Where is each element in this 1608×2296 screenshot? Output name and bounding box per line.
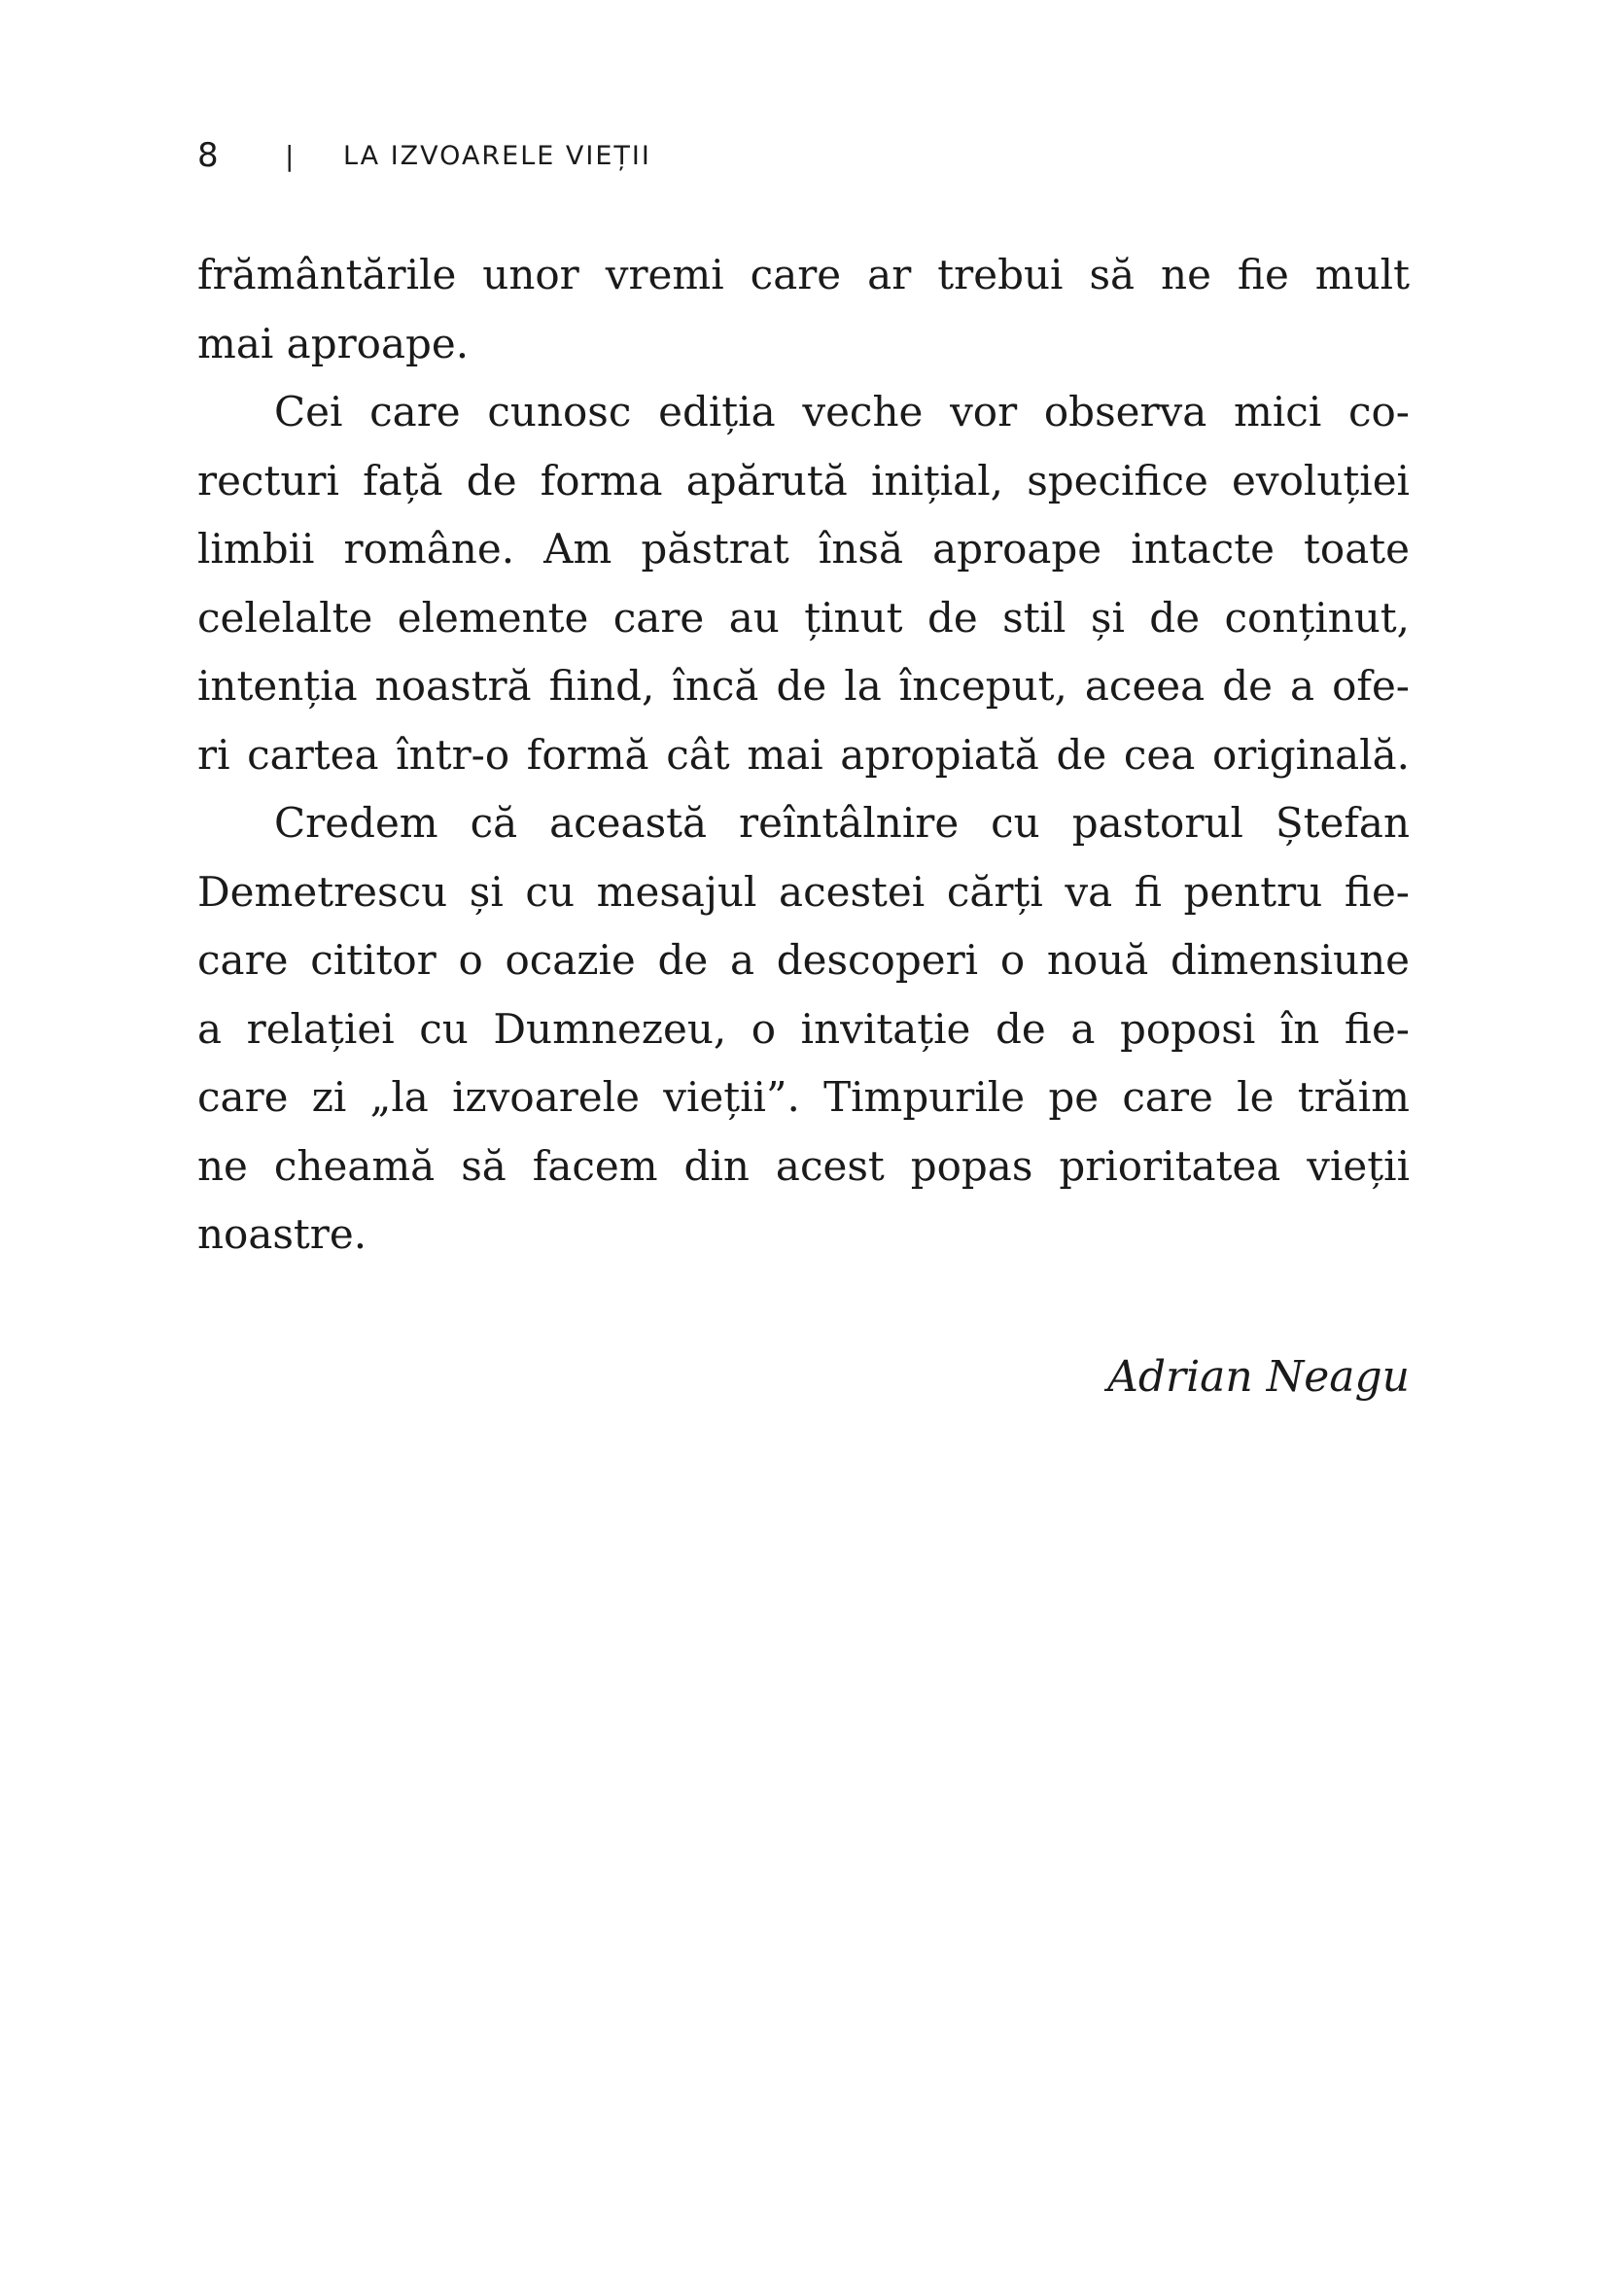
text-line: limbii române. Am păstrat însă aproape intacte toate — [197, 525, 1410, 573]
text-line: care cititor o ocazie de a descoperi o nouă dimensiune — [197, 936, 1410, 984]
text-line: intenția noastră fiind, încă de la început, aceea de a ofe- — [197, 662, 1410, 710]
text-line: Demetrescu și cu mesajul acestei cărți va fi pentru fie- — [197, 867, 1410, 916]
text-line: care zi „la izvoarele vieții”. Timpurile pe care le trăim — [197, 1073, 1410, 1121]
running-header — [197, 132, 651, 179]
text-line: mai aproape. — [197, 319, 470, 367]
text-line: recturi față de forma apărută inițial, specifice evoluției — [197, 456, 1410, 504]
text-line: noastre. — [197, 1210, 367, 1258]
page-number: 8 — [197, 136, 219, 175]
text-line: Credem că această reîntâlnire cu pastorul Ștefan — [274, 799, 1410, 847]
text-line: a relației cu Dumnezeu, o invitație de a poposi în fie- — [197, 1004, 1410, 1053]
author-signature: Adrian Neagu — [1107, 1352, 1410, 1402]
body-text — [197, 241, 1410, 1270]
running-title: LA IZVOARELE VIEȚII — [343, 140, 651, 171]
text-line: frământările unor vremi care ar trebui să ne fie mult — [197, 251, 1410, 298]
text-line: celelalte elemente care au ținut de stil și de conținut, — [197, 593, 1410, 642]
text-line: ne cheamă să facem din acest popas prioritatea vieții — [197, 1141, 1410, 1190]
text-line: Cei care cunosc ediția veche vor observa mici co- — [274, 388, 1410, 435]
header-separator: | — [285, 139, 295, 172]
text-line: ri cartea într-o formă cât mai apropiată de cea originală. — [197, 730, 1410, 779]
